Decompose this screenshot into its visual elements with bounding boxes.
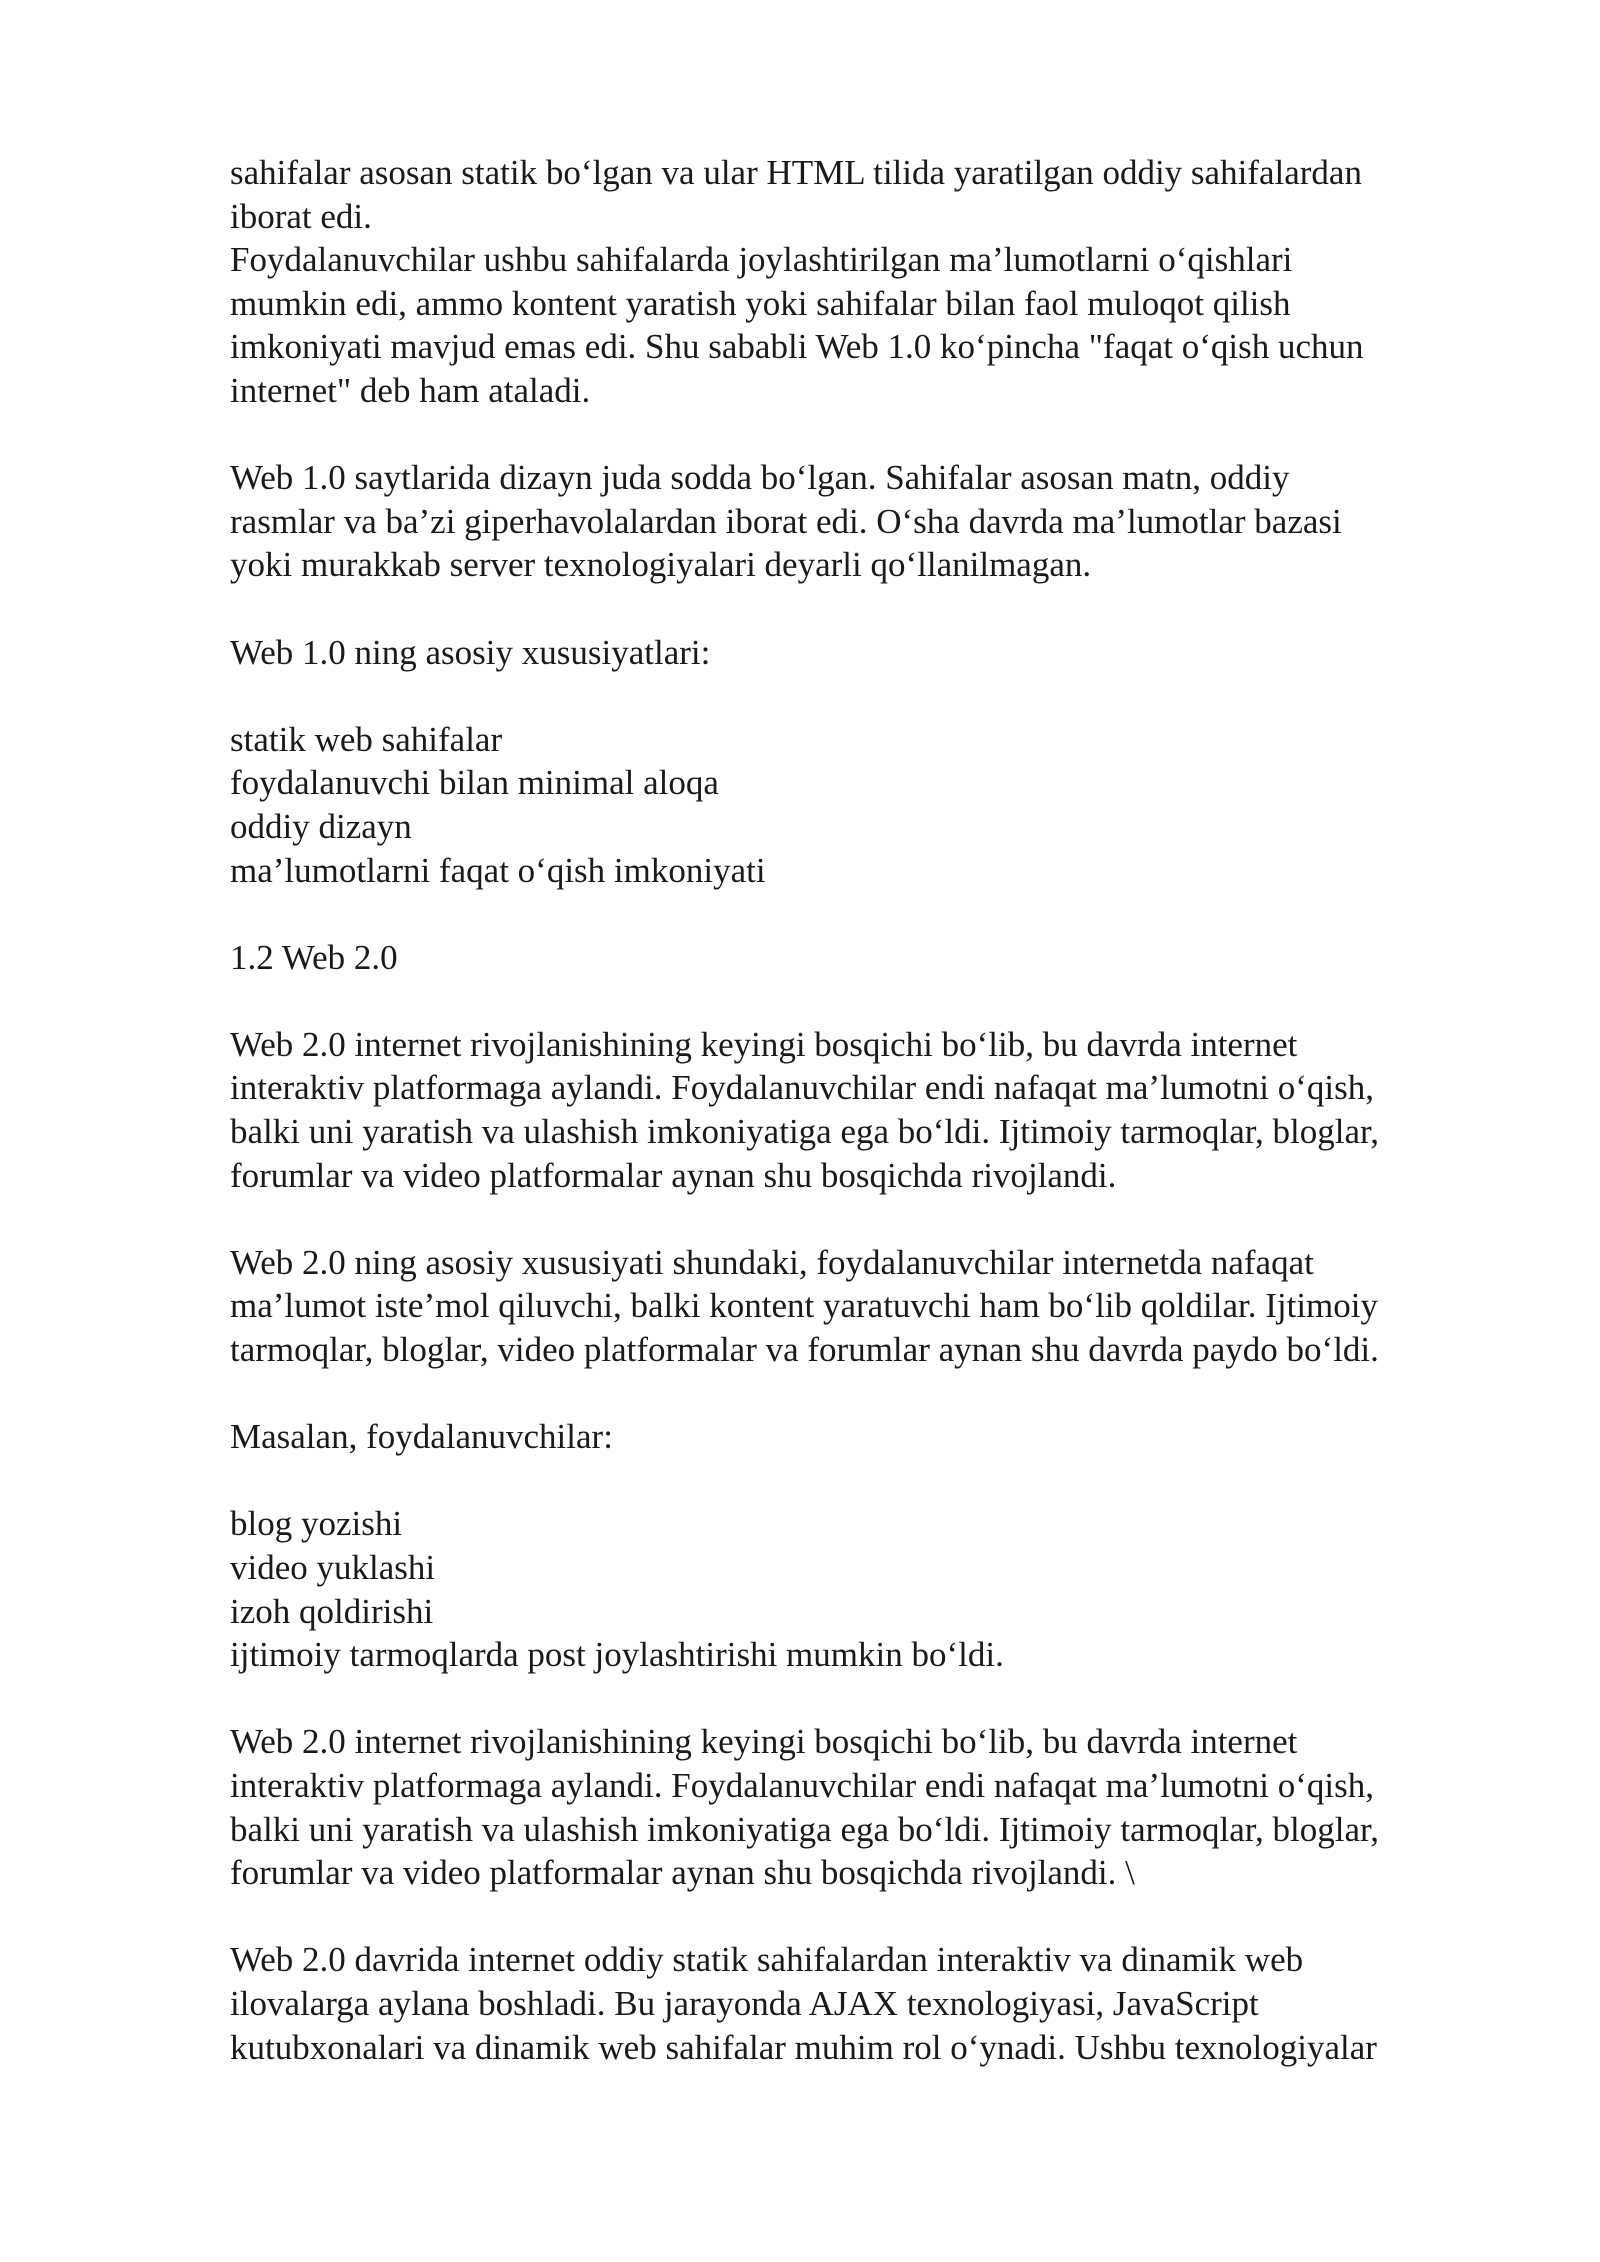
text-line: Web 1.0 saytlarida dizayn juda sodda bo‘lgan. Sahifalar asosan matn, oddiy — [230, 458, 1290, 498]
text-line: 1.2 Web 2.0 — [230, 937, 398, 977]
text-line: interaktiv platformaga aylandi. Foydalanuvchilar endi nafaqat ma’lumotni o‘qish, — [230, 1068, 1374, 1108]
text-line: Masalan, foydalanuvchilar: — [230, 1417, 613, 1457]
list-item: statik web sahifalar — [230, 719, 503, 759]
text-line: Web 2.0 internet rivojlanishining keyingi bosqichi bo‘lib, bu davrda internet — [230, 1024, 1298, 1064]
text-line: tarmoqlar, bloglar, video platformalar va forumlar aynan shu davrda paydo bo‘ldi. — [230, 1330, 1379, 1370]
text-line: balki uni yaratish va ulashish imkoniyatiga ega bo‘ldi. Ijtimoiy tarmoqlar, bloglar, — [230, 1112, 1380, 1152]
text-line: Web 2.0 internet rivojlanishining keyingi bosqichi bo‘lib, bu davrda internet — [230, 1722, 1298, 1762]
text-line: sahifalar asosan statik bo‘lgan va ular HTML tilida yaratilgan oddiy sahifalardan — [230, 153, 1362, 192]
text-line: Web 2.0 davrida internet oddiy statik sahifalardan interaktiv va dinamik web — [230, 1940, 1304, 1980]
text-line: Foydalanuvchilar ushbu sahifalarda joylashtirilgan ma’lumotlarni o‘qishlari — [230, 240, 1293, 280]
paragraph — [230, 1023, 1490, 1197]
list-item: blog yozishi — [230, 1504, 403, 1544]
text-line: kutubxonalari va dinamik web sahifalar muhim rol o‘ynadi. Ushbu texnologiyalar — [230, 2027, 1377, 2067]
list-item: ijtimoiy tarmoqlarda post joylashtirishi mumkin bo‘ldi. — [230, 1635, 1004, 1675]
list-item: foydalanuvchi bilan minimal aloqa — [230, 763, 719, 803]
text-line: interaktiv platformaga aylandi. Foydalanuvchilar endi nafaqat ma’lumotni o‘qish, — [230, 1765, 1374, 1805]
text-line: rasmlar va ba’zi giperhavolalardan iborat edi. O‘sha davrda ma’lumotlar bazasi — [230, 501, 1342, 541]
text-line: Web 1.0 ning asosiy xususiyatlari: — [230, 632, 711, 672]
paragraph — [230, 151, 1490, 413]
text-line: mumkin edi, ammo kontent yaratish yoki sahifalar bilan faol muloqot qilish — [230, 283, 1291, 323]
text-line: ma’lumot iste’mol qiluvchi, balki kontent yaratuvchi ham bo‘lib qoldilar. Ijtimoiy — [230, 1286, 1378, 1326]
section-heading — [230, 936, 1490, 980]
text-line: iborat edi. — [230, 196, 372, 236]
paragraph — [230, 456, 1490, 587]
list-item: oddiy dizayn — [230, 806, 412, 846]
list-item: izoh qoldirishi — [230, 1591, 434, 1631]
list-heading — [230, 1415, 1490, 1459]
text-line: yoki murakkab server texnologiyalari deyarli qo‘llanilmagan. — [230, 545, 1092, 585]
example-list — [230, 1502, 1490, 1676]
text-line: balki uni yaratish va ulashish imkoniyatiga ega bo‘ldi. Ijtimoiy tarmoqlar, bloglar, — [230, 1809, 1380, 1849]
paragraph — [230, 1241, 1490, 1372]
list-item: video yuklashi — [230, 1548, 436, 1587]
text-line: Web 2.0 ning asosiy xususiyati shundaki, foydalanuvchilar internetda nafaqat — [230, 1242, 1314, 1282]
list-item: ma’lumotlarni faqat o‘qish imkoniyati — [230, 850, 766, 890]
text-line: internet" deb ham ataladi. — [230, 370, 591, 410]
paragraph — [230, 1938, 1490, 2069]
list-heading — [230, 631, 1490, 675]
text-line: ilovalarga aylana boshladi. Bu jarayonda AJAX texnologiyasi, JavaScript — [230, 1983, 1259, 2023]
text-line: imkoniyati mavjud emas edi. Shu sababli Web 1.0 ko‘pincha "faqat o‘qish uchun — [230, 327, 1364, 367]
document-body — [230, 151, 1490, 2113]
text-line: forumlar va video platformalar aynan shu bosqichda rivojlandi. — [230, 1155, 1117, 1195]
text-line: forumlar va video platformalar aynan shu bosqichda rivojlandi. \ — [230, 1853, 1135, 1893]
feature-list — [230, 718, 1490, 892]
paragraph — [230, 1720, 1490, 1894]
